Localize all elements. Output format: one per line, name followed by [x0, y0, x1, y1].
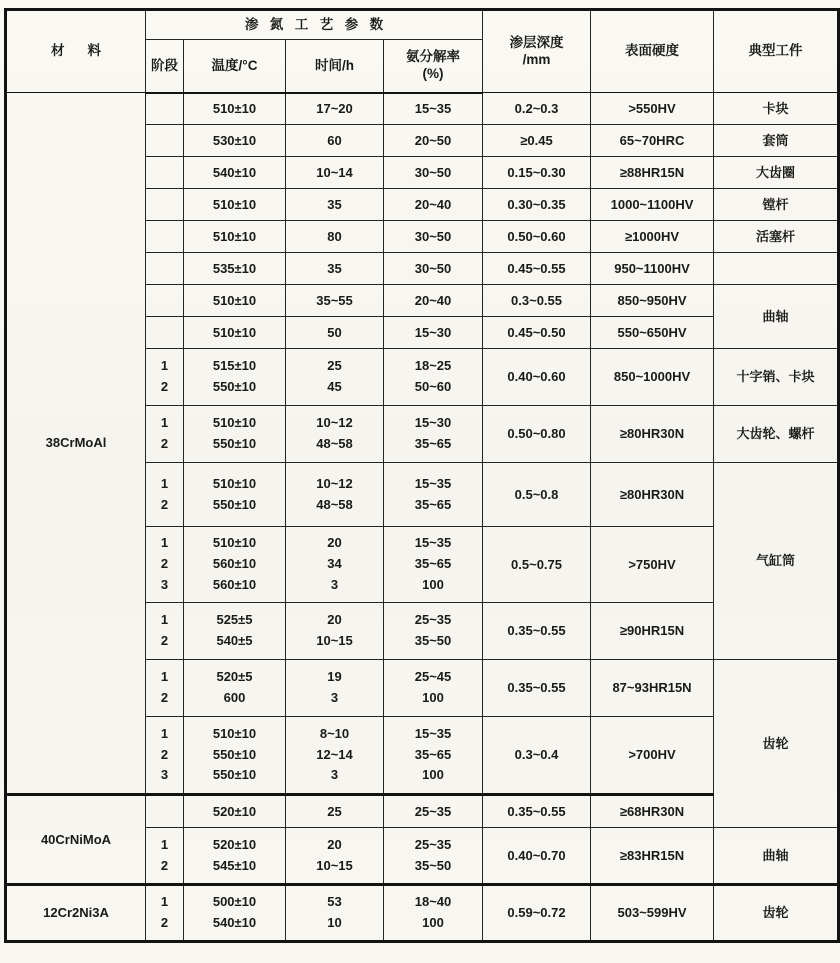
ammonia-rate-cell: 18~40 100	[384, 885, 483, 942]
hardness-cell: 850~950HV	[591, 285, 714, 317]
time-cell: 10~14	[286, 157, 384, 189]
stage-cell	[146, 285, 184, 317]
case-depth-column-header	[483, 10, 591, 93]
ammonia-rate-cell: 15~30 35~65	[384, 406, 483, 463]
stage-cell: 1 2 3	[146, 717, 184, 795]
time-cell: 60	[286, 125, 384, 157]
depth-cell: 0.45~0.55	[483, 253, 591, 285]
depth-cell: 0.35~0.55	[483, 660, 591, 717]
hardness-cell: ≥80HR30N	[591, 406, 714, 463]
depth-cell: 0.59~0.72	[483, 885, 591, 942]
depth-cell: ≥0.45	[483, 125, 591, 157]
hardness-cell: >700HV	[591, 717, 714, 795]
workpiece-cell: 套筒	[714, 125, 839, 157]
ammonia-rate-cell: 20~40	[384, 285, 483, 317]
stage-cell: 1 2	[146, 660, 184, 717]
temperature-cell: 525±5 540±5	[184, 603, 286, 660]
time-column-header: 时间/h	[286, 40, 384, 93]
time-cell: 35	[286, 189, 384, 221]
hardness-cell: 550~650HV	[591, 317, 714, 349]
depth-cell: 0.50~0.80	[483, 406, 591, 463]
hardness-cell: 850~1000HV	[591, 349, 714, 406]
depth-cell: 0.40~0.70	[483, 828, 591, 885]
stage-cell	[146, 93, 184, 125]
ammonia-rate-cell: 25~35 35~50	[384, 603, 483, 660]
time-cell: 17~20	[286, 93, 384, 125]
stage-cell: 1 2	[146, 828, 184, 885]
depth-cell: 0.45~0.50	[483, 317, 591, 349]
temperature-column-header: 温度/°C	[184, 40, 286, 93]
temperature-cell: 530±10	[184, 125, 286, 157]
stage-cell: 1 2	[146, 603, 184, 660]
ammonia-rate-cell: 20~50	[384, 125, 483, 157]
temperature-cell: 520±5 600	[184, 660, 286, 717]
hardness-cell: ≥88HR15N	[591, 157, 714, 189]
ammonia-rate-header-line1: 氨分解率	[406, 48, 460, 64]
ammonia-rate-cell: 15~30	[384, 317, 483, 349]
temperature-cell: 520±10	[184, 795, 286, 828]
ammonia-rate-header-line2: (%)	[422, 65, 444, 81]
workpiece-cell: 齿轮	[714, 885, 839, 942]
hardness-cell: ≥68HR30N	[591, 795, 714, 828]
workpiece-cell: 十字销、卡块	[714, 349, 839, 406]
typical-workpiece-column-header: 典型工件	[714, 10, 839, 93]
hardness-cell: ≥83HR15N	[591, 828, 714, 885]
ammonia-rate-cell: 18~25 50~60	[384, 349, 483, 406]
ammonia-rate-cell: 15~35 35~65	[384, 463, 483, 527]
hardness-cell: 87~93HR15N	[591, 660, 714, 717]
hardness-cell: ≥90HR15N	[591, 603, 714, 660]
temperature-cell: 520±10 545±10	[184, 828, 286, 885]
stage-cell: 1 2 3	[146, 527, 184, 603]
stage-column-header: 阶段	[146, 40, 184, 93]
stage-cell	[146, 157, 184, 189]
workpiece-cell: 气缸筒	[714, 463, 839, 660]
stage-cell	[146, 317, 184, 349]
stage-cell	[146, 253, 184, 285]
ammonia-rate-cell: 30~50	[384, 221, 483, 253]
nitriding-process-table	[4, 8, 840, 943]
stage-cell	[146, 189, 184, 221]
stage-cell	[146, 125, 184, 157]
depth-cell: 0.5~0.8	[483, 463, 591, 527]
time-cell: 8~10 12~14 3	[286, 717, 384, 795]
hardness-cell: ≥1000HV	[591, 221, 714, 253]
workpiece-cell: 大齿轮、螺杆	[714, 406, 839, 463]
depth-cell: 0.3~0.4	[483, 717, 591, 795]
time-cell: 20 10~15	[286, 828, 384, 885]
ammonia-rate-cell: 15~35 35~65 100	[384, 717, 483, 795]
hardness-cell: >550HV	[591, 93, 714, 125]
temperature-cell: 510±10	[184, 221, 286, 253]
table-row	[6, 885, 839, 942]
stage-cell: 1 2	[146, 349, 184, 406]
depth-cell: 0.5~0.75	[483, 527, 591, 603]
temperature-cell: 510±10 550±10 550±10	[184, 717, 286, 795]
ammonia-rate-cell: 15~35 35~65 100	[384, 527, 483, 603]
temperature-cell: 510±10 550±10	[184, 463, 286, 527]
workpiece-cell: 曲轴	[714, 828, 839, 885]
depth-cell: 0.35~0.55	[483, 795, 591, 828]
workpiece-cell: 曲轴	[714, 285, 839, 349]
time-cell: 50	[286, 317, 384, 349]
case-depth-header-line2: /mm	[522, 51, 551, 67]
ammonia-rate-cell: 25~35	[384, 795, 483, 828]
temperature-cell: 510±10 560±10 560±10	[184, 527, 286, 603]
hardness-cell: 950~1100HV	[591, 253, 714, 285]
time-cell: 80	[286, 221, 384, 253]
workpiece-cell: 卡块	[714, 93, 839, 125]
workpiece-cell: 镗杆	[714, 189, 839, 221]
ammonia-rate-cell: 30~50	[384, 253, 483, 285]
time-cell: 20 34 3	[286, 527, 384, 603]
table-row	[6, 93, 839, 125]
temperature-cell: 540±10	[184, 157, 286, 189]
depth-cell: 0.30~0.35	[483, 189, 591, 221]
workpiece-cell: 大齿圈	[714, 157, 839, 189]
depth-cell: 0.40~0.60	[483, 349, 591, 406]
temperature-cell: 515±10 550±10	[184, 349, 286, 406]
temperature-cell: 510±10	[184, 317, 286, 349]
time-cell: 10~12 48~58	[286, 406, 384, 463]
stage-cell: 1 2	[146, 463, 184, 527]
material-cell: 12Cr2Ni3A	[6, 885, 146, 942]
ammonia-rate-column-header	[384, 40, 483, 93]
ammonia-rate-cell: 30~50	[384, 157, 483, 189]
depth-cell: 0.3~0.55	[483, 285, 591, 317]
time-cell: 35~55	[286, 285, 384, 317]
material-cell: 40CrNiMoA	[6, 795, 146, 885]
header-row-1	[6, 10, 839, 40]
case-depth-header-line1: 渗层深度	[509, 34, 564, 50]
time-cell: 10~12 48~58	[286, 463, 384, 527]
hardness-cell: 1000~1100HV	[591, 189, 714, 221]
workpiece-cell: 齿轮	[714, 660, 839, 828]
temperature-cell: 535±10	[184, 253, 286, 285]
workpiece-cell	[714, 253, 839, 285]
time-cell: 25 45	[286, 349, 384, 406]
ammonia-rate-cell: 15~35	[384, 93, 483, 125]
ammonia-rate-cell: 25~35 35~50	[384, 828, 483, 885]
time-cell: 53 10	[286, 885, 384, 942]
temperature-cell: 500±10 540±10	[184, 885, 286, 942]
temperature-cell: 510±10	[184, 189, 286, 221]
hardness-cell: >750HV	[591, 527, 714, 603]
depth-cell: 0.2~0.3	[483, 93, 591, 125]
time-cell: 19 3	[286, 660, 384, 717]
workpiece-cell: 活塞杆	[714, 221, 839, 253]
hardness-cell: ≥80HR30N	[591, 463, 714, 527]
process-params-group-header: 渗氮工艺参数	[146, 10, 483, 40]
hardness-cell: 65~70HRC	[591, 125, 714, 157]
depth-cell: 0.15~0.30	[483, 157, 591, 189]
temperature-cell: 510±10	[184, 93, 286, 125]
material-column-header: 材料	[6, 10, 146, 93]
temperature-cell: 510±10 550±10	[184, 406, 286, 463]
stage-cell	[146, 795, 184, 828]
ammonia-rate-cell: 20~40	[384, 189, 483, 221]
temperature-cell: 510±10	[184, 285, 286, 317]
ammonia-rate-cell: 25~45 100	[384, 660, 483, 717]
depth-cell: 0.50~0.60	[483, 221, 591, 253]
material-cell: 38CrMoAl	[6, 93, 146, 795]
stage-cell: 1 2	[146, 406, 184, 463]
depth-cell: 0.35~0.55	[483, 603, 591, 660]
stage-cell	[146, 221, 184, 253]
hardness-cell: 503~599HV	[591, 885, 714, 942]
time-cell: 25	[286, 795, 384, 828]
time-cell: 20 10~15	[286, 603, 384, 660]
surface-hardness-column-header: 表面硬度	[591, 10, 714, 93]
time-cell: 35	[286, 253, 384, 285]
stage-cell: 1 2	[146, 885, 184, 942]
